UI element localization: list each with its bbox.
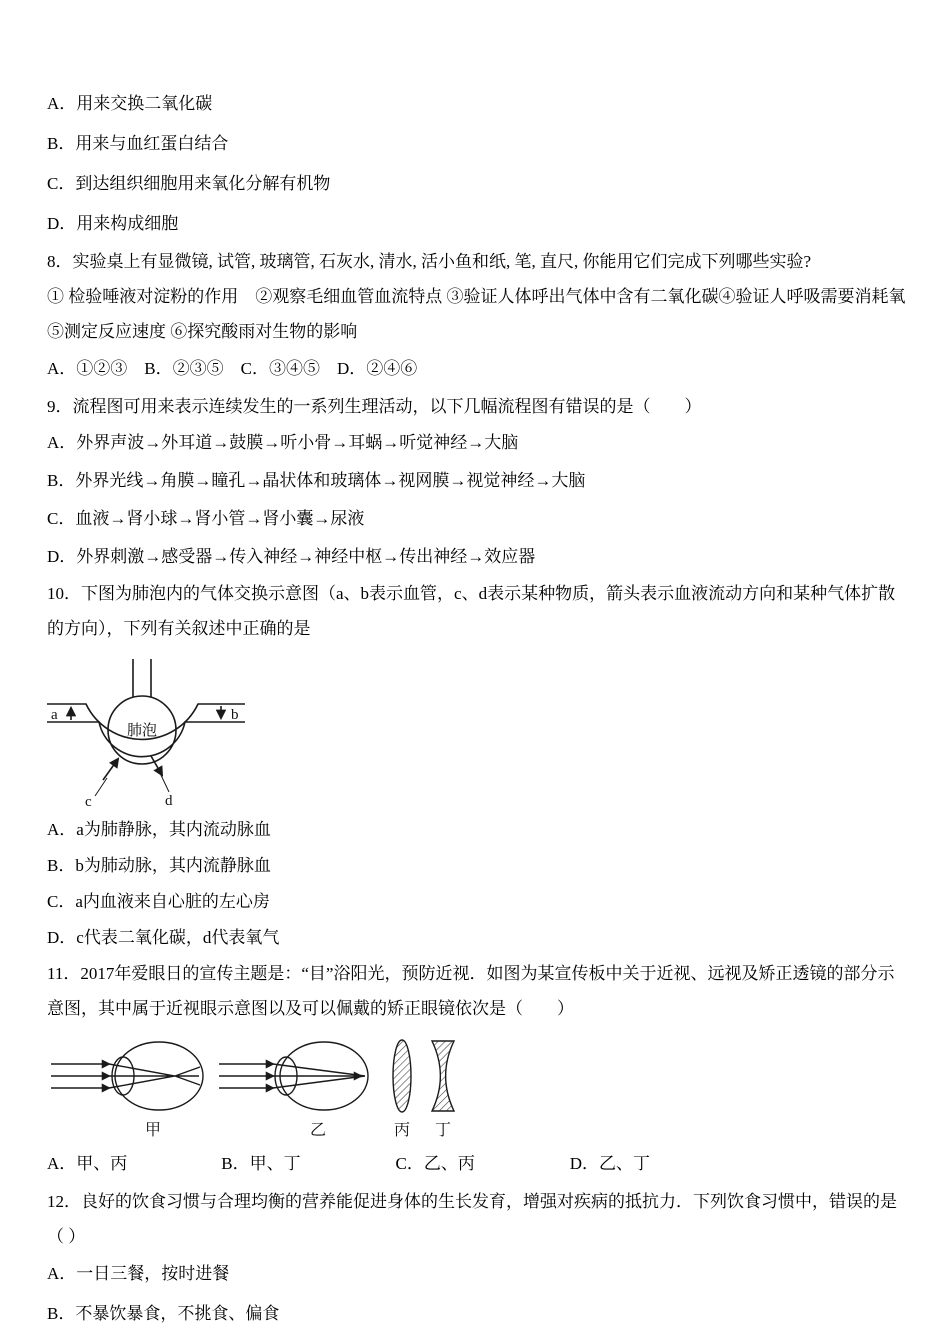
question-10: [47, 576, 906, 956]
q9-option-a: A．外界声波→外耳道→鼓膜→听小骨→耳蜗→听觉神经→大脑: [47, 433, 519, 452]
label-d: d: [165, 793, 173, 808]
q12-option-b: B．不暴饮暴食，不挑食、偏食: [47, 1304, 280, 1323]
label-a: a: [51, 707, 58, 723]
label-jia: 甲: [144, 1122, 162, 1139]
q10-option-a: A．a为肺静脉，其内流动脉血: [47, 820, 271, 839]
question-7-options: [47, 84, 906, 244]
question-8: [47, 244, 906, 389]
q7-option-d: D．用来构成细胞: [47, 214, 179, 233]
q10-option-d: D．c代表二氧化碳，d代表氧气: [47, 928, 280, 947]
q8-options-line: A．①②③ B．②③⑤ C．③④⑤ D．②④⑥: [47, 359, 418, 378]
gas-arrow-c: [103, 759, 118, 780]
q12-stem: 12．良好的饮食习惯与合理均衡的营养能促进身体的生长发育，增强对疾病的抵抗力．下列饮食习惯中，错误的是（ ）: [47, 1192, 897, 1246]
label-bing: 丙: [393, 1122, 411, 1139]
alveolus-figure-svg: [39, 656, 254, 808]
alveolus-diagram: [39, 656, 906, 808]
q8-stem: 8．实验桌上有显微镜, 试管, 玻璃管, 石灰水, 清水, 活小鱼和纸, 笔, 直尺, 你能用它们完成下列哪些实验?: [47, 252, 812, 271]
q7-option-a: A．用来交换二氧化碳: [47, 94, 213, 113]
pointer-line-c: [95, 778, 107, 796]
q10-option-b: B．b为肺动脉，其内流静脉血: [47, 856, 271, 875]
vision-figure-svg: [47, 1036, 489, 1140]
q11-stem: 11．2017年爱眼日的宣传主题是：“目”浴阳光，预防近视．如图为某宣传板中关于近视、远视及矫正透镜的部分示意图，其中属于近视眼示意图以及可以佩戴的矫正眼镜依次是（ ）: [47, 964, 895, 1018]
label-ding: 丁: [434, 1122, 452, 1139]
q7-option-b: B．用来与血红蛋白结合: [47, 134, 229, 153]
q11-option-d: D．乙、丁: [569, 1154, 651, 1173]
question-9: [47, 389, 906, 576]
q10-option-c: C．a内血液来自心脏的左心房: [47, 892, 270, 911]
q10-stem: 10．下图为肺泡内的气体交换示意图（a、b表示血管，c、d表示某种物质，箭头表示血液流动方向和某种气体扩散的方向），下列有关叙述中正确的是: [47, 584, 896, 638]
pointer-line-d: [160, 773, 169, 792]
q11-options-row: [47, 1144, 906, 1184]
q8-items-line1: ① 检验唾液对淀粉的作用 ②观察毛细血管血流特点 ③验证人体呼出气体中含有二氧化碳④验证人呼吸需要消耗氧: [47, 287, 906, 306]
convex-lens-bing: [393, 1040, 411, 1112]
question-12: [47, 1184, 906, 1334]
q12-option-a: A．一日三餐，按时进餐: [47, 1264, 230, 1283]
q11-option-a: A．甲、丙: [47, 1154, 128, 1173]
q8-items-line2: ⑤测定反应速度 ⑥探究酸雨对生物的影响: [47, 322, 358, 341]
converging-rays-jia: [109, 1064, 200, 1088]
vision-diagram: [47, 1036, 906, 1140]
q9-option-d: D．外界刺激→感受器→传入神经→神经中枢→传出神经→效应器: [47, 547, 536, 566]
concave-lens-ding: [432, 1041, 454, 1111]
q9-option-b: B．外界光线→角膜→瞳孔→晶状体和玻璃体→视网膜→视觉神经→大脑: [47, 471, 586, 490]
label-yi: 乙: [309, 1122, 327, 1139]
q7-option-c: C．到达组织细胞用来氧化分解有机物: [47, 174, 331, 193]
q9-stem: 9．流程图可用来表示连续发生的一系列生理活动，以下几幅流程图有错误的是（ ）: [47, 397, 702, 416]
label-b: b: [231, 707, 239, 723]
label-c: c: [85, 794, 92, 808]
q11-option-c: C．乙、丙: [395, 1154, 475, 1173]
alveolus-label: 肺泡: [126, 723, 158, 739]
question-11: [47, 956, 906, 1184]
q9-option-c: C．血液→肾小球→肾小管→肾小囊→尿液: [47, 509, 365, 528]
q11-option-b: B．甲、丁: [221, 1154, 301, 1173]
